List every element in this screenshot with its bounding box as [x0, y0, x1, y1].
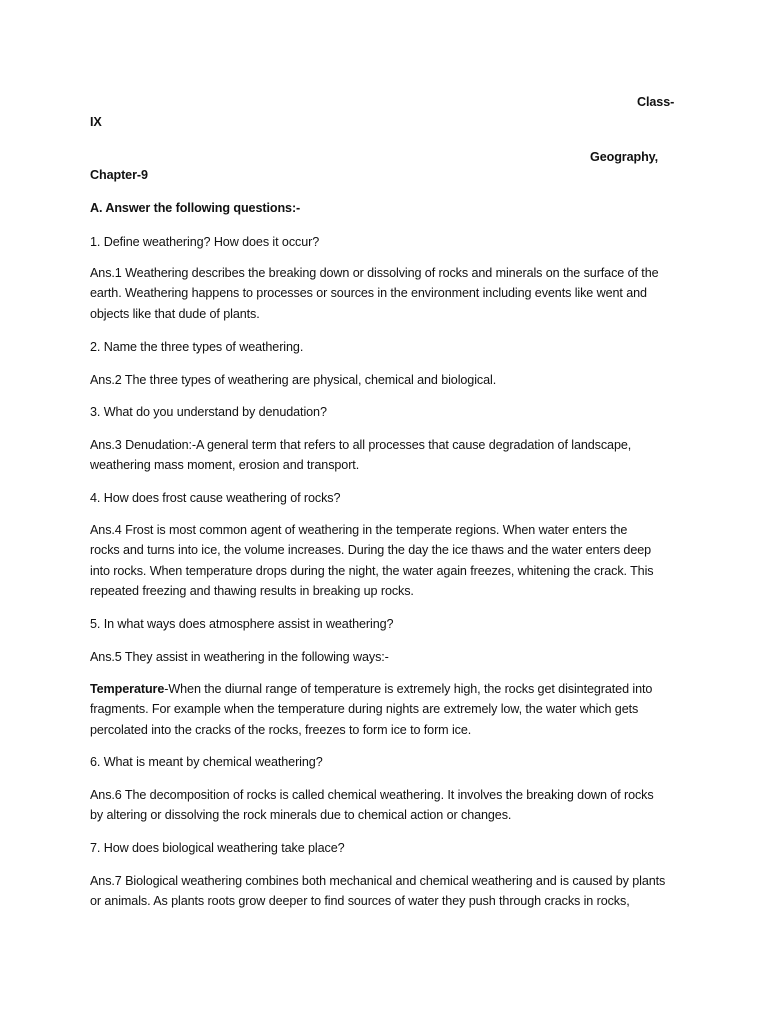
- answer-line: earth. Weathering happens to processes or sources in the environment including events like went and: [90, 286, 647, 301]
- class-label: Class-: [637, 95, 675, 109]
- question-5: 5. In what ways does atmosphere assist in weathering?: [90, 617, 394, 631]
- answer-line: repeated freezing and thawing results in breaking up rocks.: [90, 584, 414, 599]
- class-value: IX: [90, 115, 102, 129]
- question-3: 3. What do you understand by denudation?: [90, 405, 327, 419]
- answer-line: objects like that dude of plants.: [90, 306, 260, 321]
- temperature-paragraph: [90, 679, 690, 740]
- temperature-term: Temperature: [90, 682, 165, 696]
- chapter-label: Chapter-9: [90, 168, 148, 182]
- answer-line: [90, 679, 690, 699]
- answer-4: [90, 520, 690, 602]
- subject-label: Geography,: [590, 150, 659, 164]
- question-1: 1. Define weathering? How does it occur?: [90, 235, 320, 249]
- answer-line: Ans.4 Frost is most common agent of weathering in the temperate regions. When water enters the: [90, 523, 628, 537]
- answer-line: by altering or dissolving the rock minerals due to chemical action or changes.: [90, 808, 512, 823]
- answer-line: Ans.1 Weathering describes the breaking down or dissolving of rocks and minerals on the surface of the: [90, 266, 659, 280]
- answer-7: [90, 871, 690, 912]
- question-7: 7. How does biological weathering take place?: [90, 841, 345, 855]
- temperature-text: -When the diurnal range of temperature is extremely high, the rocks get disintegrated into: [164, 682, 653, 696]
- question-2: 2. Name the three types of weathering.: [90, 340, 304, 354]
- question-4: 4. How does frost cause weathering of rocks?: [90, 491, 341, 505]
- question-6: 6. What is meant by chemical weathering?: [90, 755, 323, 769]
- answer-line: percolated into the cracks of the rocks, freezes to form ice to form ice.: [90, 722, 472, 737]
- answer-line: into rocks. When temperature drops during the night, the water again freezes, whitening the crack. This: [90, 563, 654, 578]
- answer-line: fragments. For example when the temperature during nights are extremely low, the water which gets: [90, 702, 639, 717]
- answer-line: Ans.6 The decomposition of rocks is called chemical weathering. It involves the breaking down of rocks: [90, 788, 654, 802]
- answer-line: Ans.3 Denudation:-A general term that refers to all processes that cause degradation of landscape,: [90, 438, 632, 452]
- answer-2: Ans.2 The three types of weathering are physical, chemical and biological.: [90, 373, 497, 387]
- answer-1: [90, 263, 690, 324]
- section-heading: A. Answer the following questions:-: [90, 201, 301, 215]
- answer-line: or animals. As plants roots grow deeper to find sources of water they push through cracks in rocks,: [90, 894, 630, 909]
- answer-6: [90, 785, 690, 826]
- answer-line: Ans.7 Biological weathering combines both mechanical and chemical weathering and is caused by plants: [90, 874, 666, 888]
- answer-5: Ans.5 They assist in weathering in the following ways:-: [90, 650, 389, 664]
- answer-line: rocks and turns into ice, the volume increases. During the day the ice thaws and the water enters deep: [90, 543, 652, 558]
- answer-line: weathering mass moment, erosion and transport.: [90, 458, 360, 473]
- answer-3: [90, 435, 690, 476]
